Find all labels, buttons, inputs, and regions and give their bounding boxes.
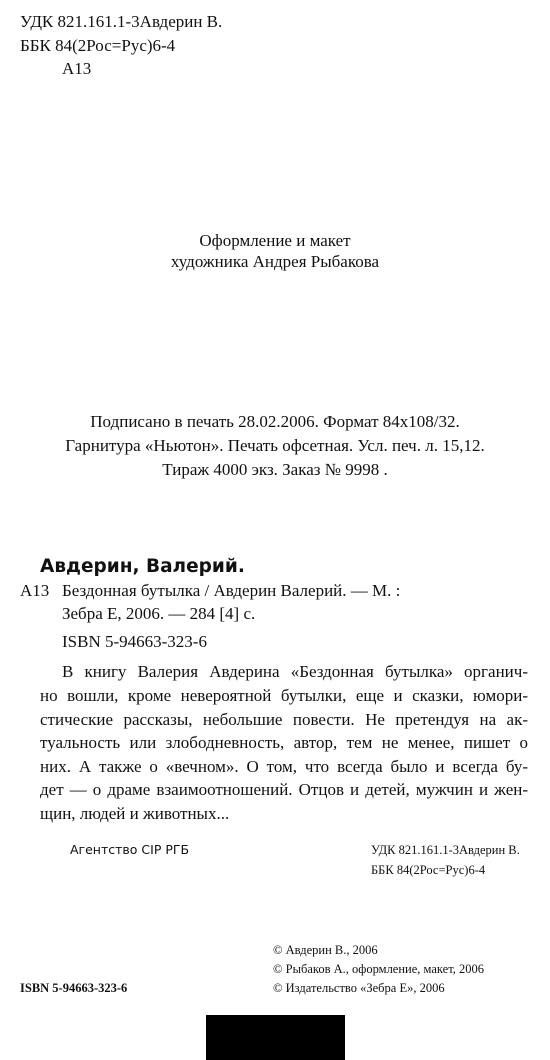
- print-info-line-3: Тираж 4000 экз. Заказ № 9998 .: [162, 460, 388, 479]
- print-info-line-1: Подписано в печать 28.02.2006. Формат 84x108/32.: [90, 412, 460, 431]
- bottom-isbn: ISBN 5-94663-323-6: [20, 981, 128, 995]
- design-credit-line-2: художника Андрея Рыбакова: [170, 252, 380, 271]
- catalog-isbn: ISBN 5-94663-323-6: [62, 632, 207, 651]
- annotation-line: дет — о драме взаимоотношений. Отцов и детей, мужчин и жен-: [40, 780, 528, 799]
- bbk-code: ББК 84(2Рос=Рус)6-4: [20, 36, 176, 55]
- udk-code: УДК 821.161.1-3Авдерин В.: [20, 12, 223, 31]
- annotation-line: щин, людей и животных...: [40, 804, 230, 823]
- annotation-line: туальность или злободневность, автор, тем не менее, пишет о: [40, 733, 528, 752]
- print-info-line-2: Гарнитура «Ньютон». Печать офсетная. Усл. печ. л. 15,12.: [65, 436, 485, 455]
- author-code: А13: [62, 59, 92, 78]
- catalog-title-line-2: Зебра Е, 2006. — 284 [4] с.: [62, 604, 256, 623]
- copyright-line: © Издательство «Зебра Е», 2006: [273, 981, 445, 995]
- copyright-line: © Авдерин В., 2006: [273, 943, 378, 957]
- annotation-line: них. А также о «вечном». О том, что всегда было и всегда бу-: [40, 757, 528, 776]
- bottom-bbk: ББК 84(2Рос=Рус)6-4: [371, 863, 486, 877]
- catalog-author: Авдерин, Валерий.: [40, 556, 245, 577]
- design-credit-line-1: Оформление и макет: [199, 231, 351, 250]
- annotation-line: но вошли, кроме невероятной бутылки, еще и сказки, юмори-: [40, 686, 528, 705]
- catalog-code: А13: [20, 581, 50, 600]
- barcode-block: [206, 1015, 345, 1060]
- agency-label: Агентство CIP РГБ: [70, 842, 190, 857]
- annotation-line: стические рассказы, небольшие повести. Не претендуя на ак-: [40, 710, 528, 729]
- bottom-udk: УДК 821.161.1-3Авдерин В.: [371, 843, 520, 857]
- catalog-title-line-1: Бездонная бутылка / Авдерин Валерий. — М. :: [62, 581, 401, 600]
- copyright-line: © Рыбаков А., оформление, макет, 2006: [273, 962, 484, 976]
- annotation-line: В книгу Валерия Авдерина «Бездонная бутылка» органич-: [62, 662, 528, 681]
